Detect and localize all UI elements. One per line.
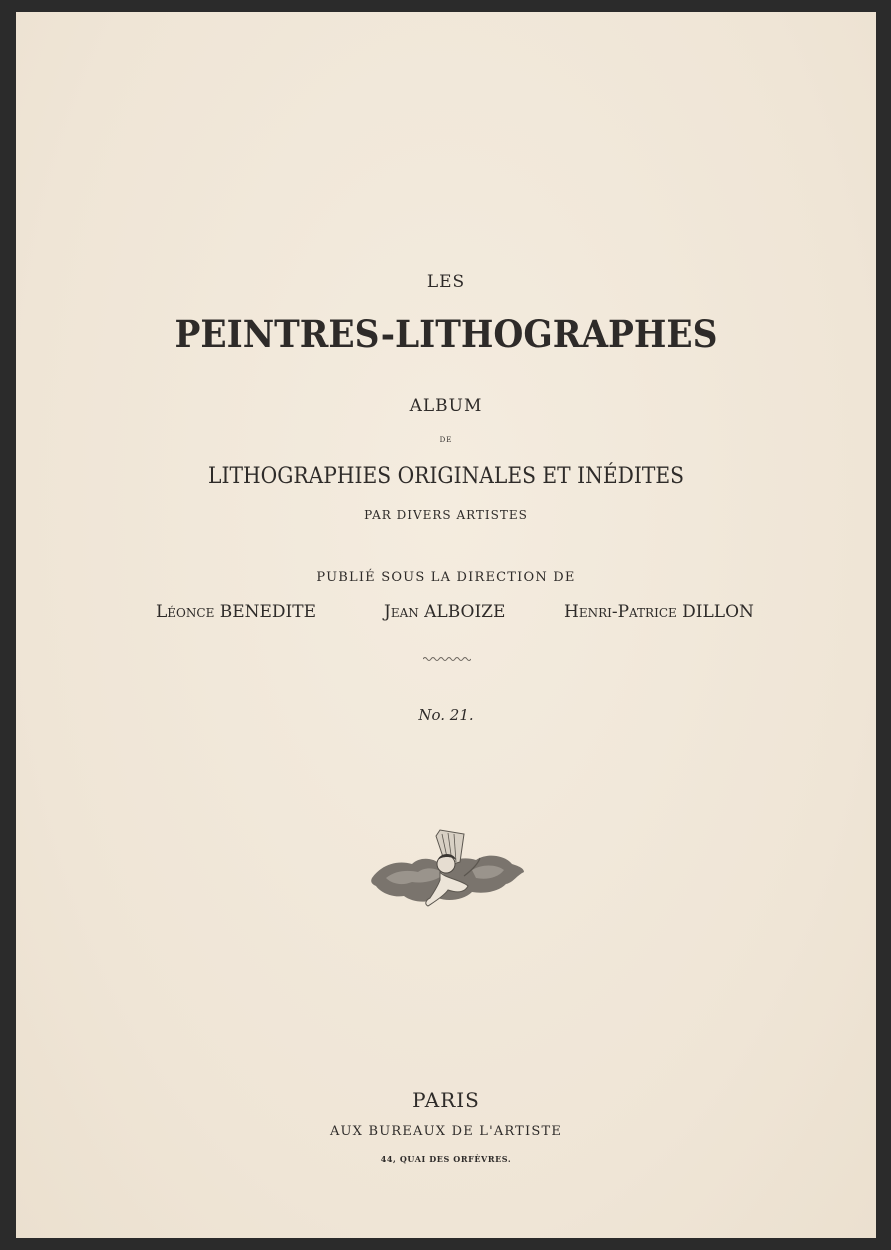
cherub-vignette-icon (368, 820, 528, 916)
page-title: PEINTRES-LITHOGRAPHES (174, 312, 718, 356)
editors-row (16, 602, 876, 626)
imprint-publisher: AUX BUREAUX DE L'ARTISTE (329, 1124, 563, 1139)
de-label: DE (439, 436, 453, 444)
issue-number: No. 21. (418, 706, 474, 724)
imprint-address: 44, QUAI DES ORFÈVRES. (380, 1154, 512, 1164)
ornament-divider (423, 655, 471, 663)
direction-label: PUBLIÉ SOUS LA DIRECTION DE (316, 570, 576, 585)
editor-dillon: Henri-Patrice DILLON (564, 602, 754, 622)
editor-alboize: Jean ALBOIZE (384, 602, 506, 622)
title-article: LES (426, 272, 466, 292)
title-page (16, 12, 876, 1238)
album-label: ALBUM (409, 396, 483, 416)
subtitle: LITHOGRAPHIES ORIGINALES ET INÉDITES (208, 464, 684, 489)
artists-line: PAR DIVERS ARTISTES (364, 508, 528, 522)
imprint-city: PARIS (412, 1088, 480, 1112)
editor-benedite: Léonce BENEDITE (156, 602, 317, 622)
